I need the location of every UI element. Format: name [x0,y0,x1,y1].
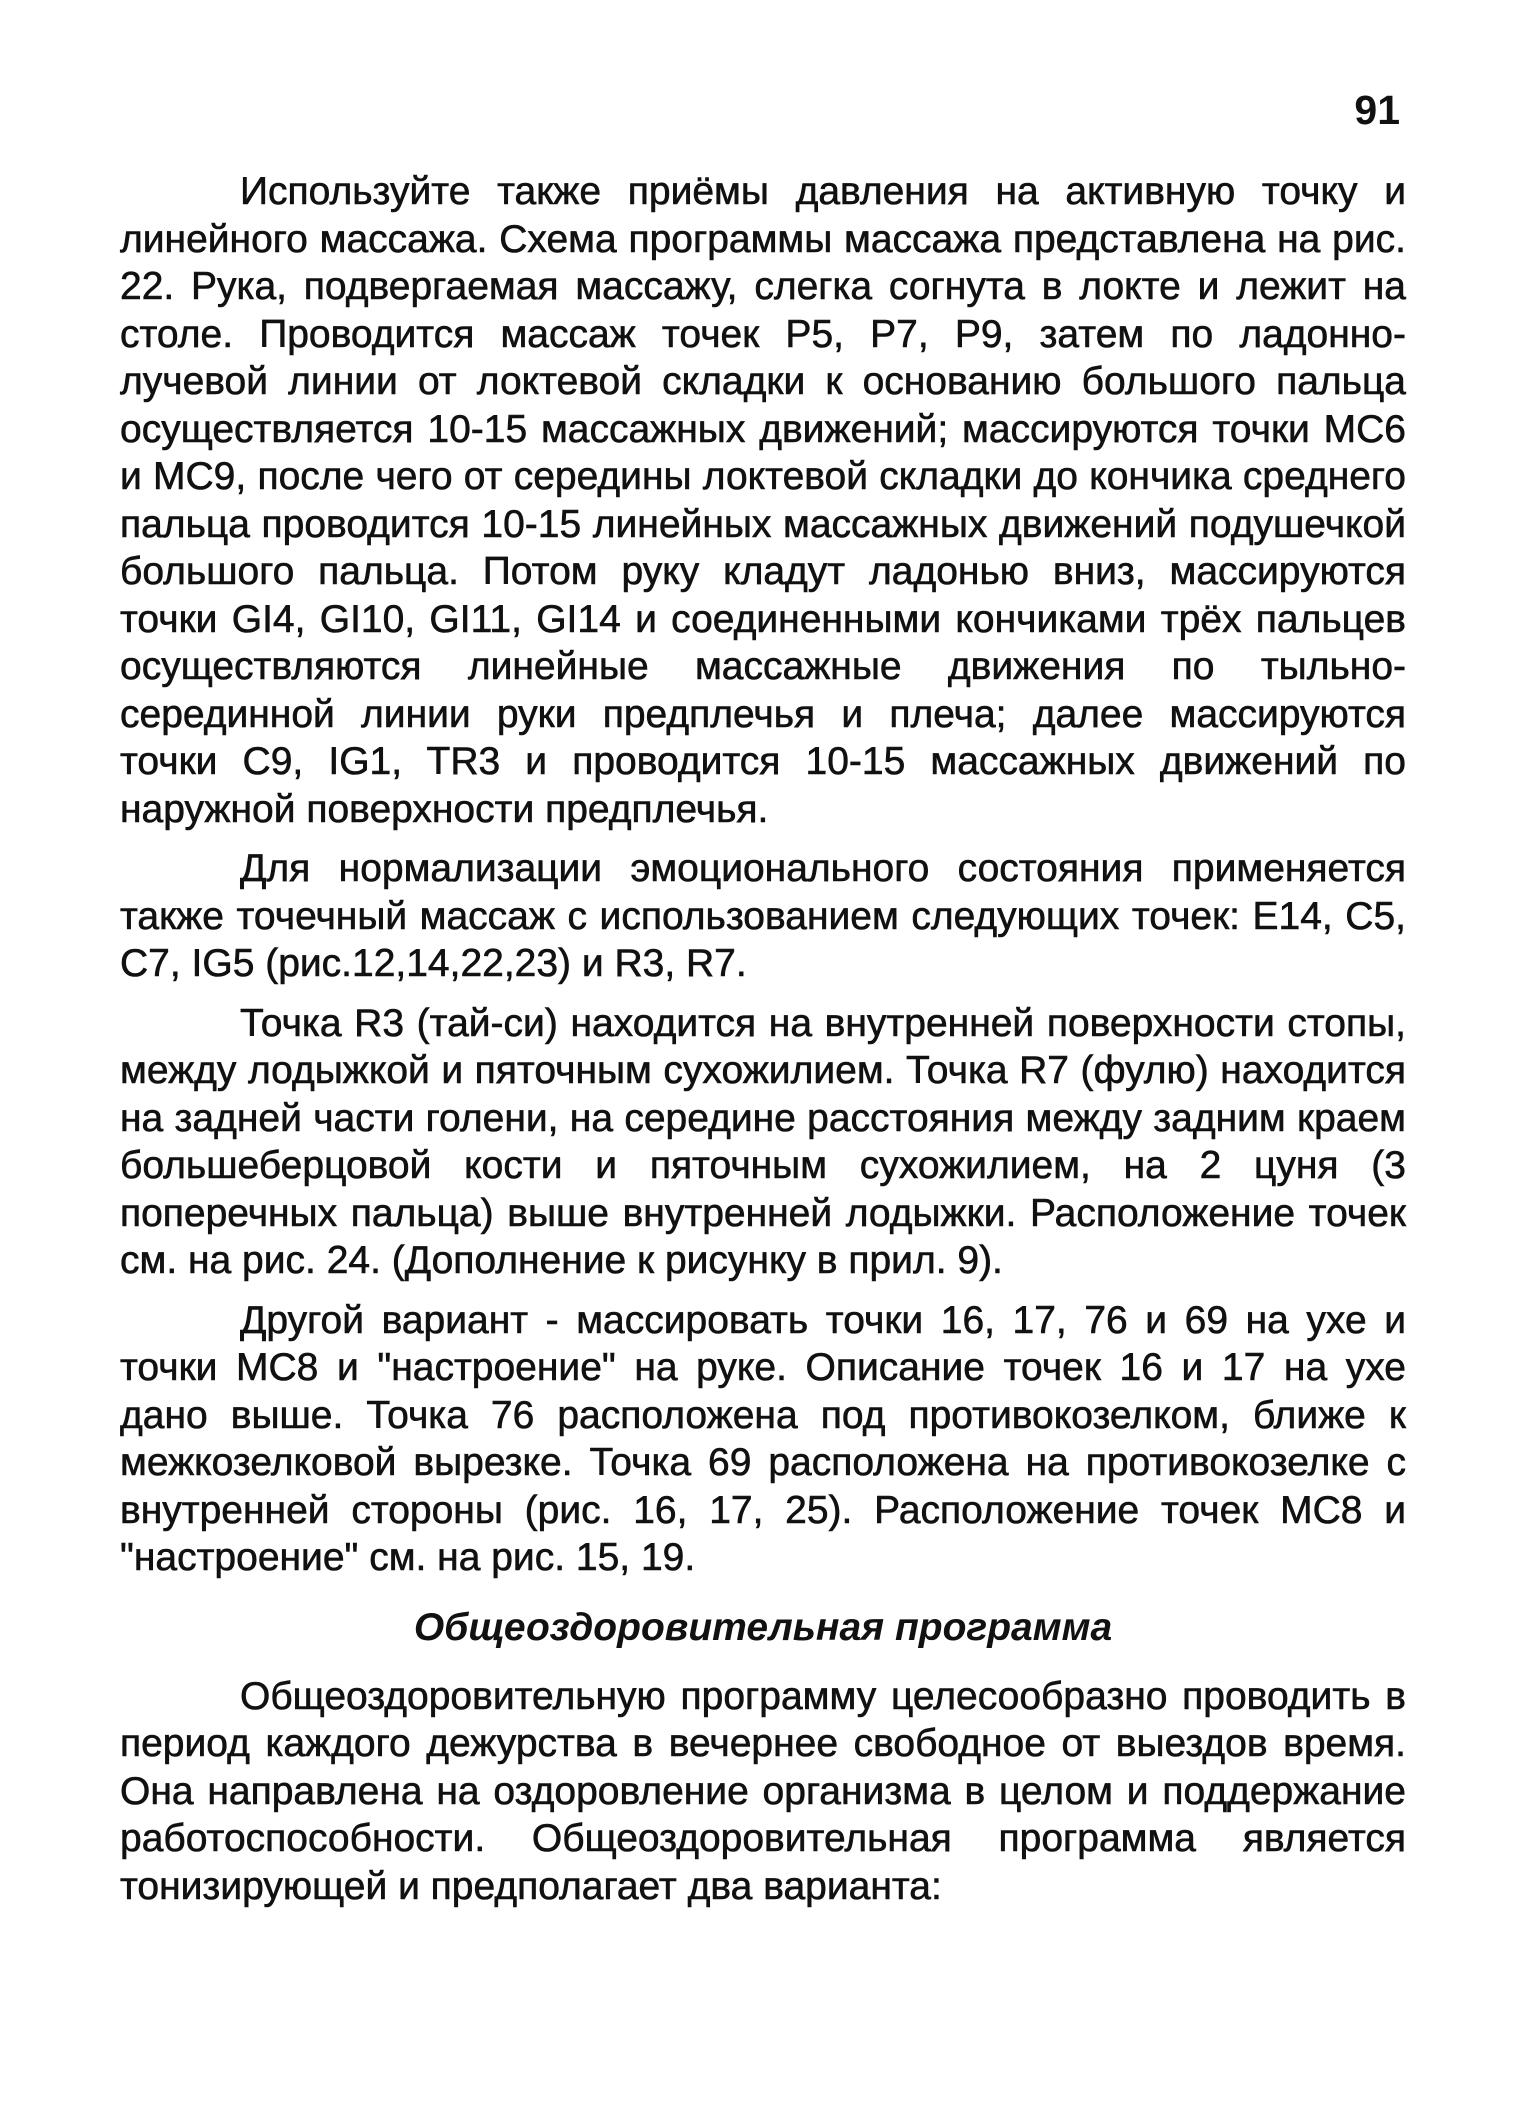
paragraph-massage-technique: Используйте также приёмы давления на активную точку и линейного массажа. Схема программы массажа представлена на рис. 22. Рука, подвергаемая массажу, слегка согнута в локте и лежит на столе. Проводится массаж точек Р5, Р7, Р9, затем по ладонно-лучевой линии от локтевой складки к основанию большого пальца осуществляется 10-15 массажных движений; массируются точки МС6 и МС9, после чего от середины локтевой складки до кончика среднего пальца проводится 10-15 линейных массажных движений подушечкой большого пальца. Потом руку кладут ладонью вниз, массируются точки GI4, GI10, GI11, GI14 и соединенными кончиками трёх пальцев осуществляются линейные массажные движения по тыльно-серединной линии руки предплечья и плеча; далее массируются точки С9, IG1, TR3 и проводится 10-15 массажных движений по наружной поверхности предплечья. [120,170,1406,831]
page-body [120,168,1406,1910]
paragraph-general-program: Общеоздоровительную программу целесообразно проводить в период каждого дежурства в вечернее свободное от выездов время. Она направлена на оздоровление организма в целом и поддержание работоспособности. Общеоздоровительная программа является тонизирующей и предполагает два варианта: [120,1674,1406,1908]
page-number: 91 [1354,87,1400,133]
paragraph-emotional-state: Для нормализации эмоционального состояния применяется также точечный массаж с использованием следующих точек: Е14, С5, С7, IG5 (рис.12,14,22,23) и R3, R7. [120,847,1406,985]
paragraph-point-locations: Точка R3 (тай-си) находится на внутренней поверхности стопы, между лодыжкой и пяточным сухожилием. Точка R7 (фулю) находится на задней части голени, на середине расстояния между задним краем большеберцовой кости и пяточным сухожилием, на 2 цуня (3 поперечных пальца) выше внутренней лодыжки. Расположение точек см. на рис. 24. (Дополнение к рисунку в прил. 9). [120,1001,1406,1282]
paragraph-ear-points-variant: Другой вариант - массировать точки 16, 17, 76 и 69 на ухе и точки МС8 и "настроение" на руке. Описание точек 16 и 17 на ухе дано выше. Точка 76 расположена под противокозелком, ближе к межкозелковой вырезке. Точка 69 расположена на противокозелке с внутренней стороны (рис. 16, 17, 25). Расположение точек МС8 и "настроение" см. на рис. 15, 19. [120,1298,1406,1579]
section-heading: Общеоздоровительная программа [413,1605,1113,1649]
